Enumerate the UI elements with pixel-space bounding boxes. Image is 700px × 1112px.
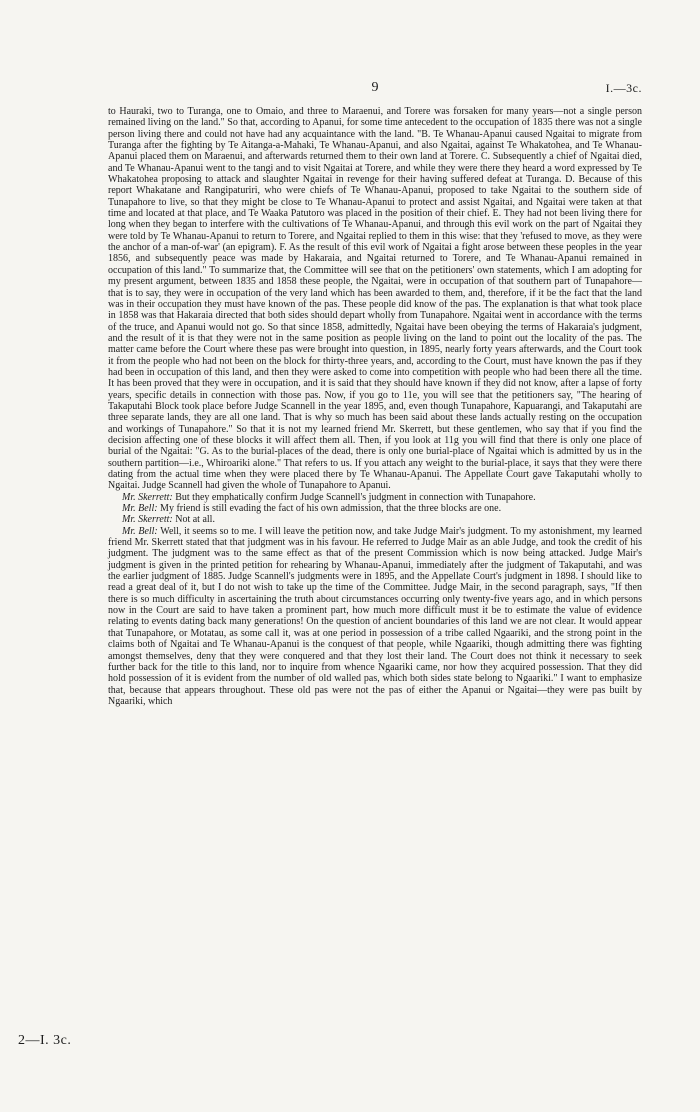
paragraph — [108, 526, 642, 708]
paragraph — [108, 492, 642, 503]
speaker-name: Mr. Bell: — [122, 503, 158, 515]
page-number: 9 — [371, 80, 379, 95]
paragraph — [108, 503, 642, 514]
paragraph-text: But they emphatically confirm Judge Scannell's judgment in connection with Tunapahore. — [172, 491, 536, 503]
paragraph — [108, 106, 642, 492]
page-reference: I.—3c. — [605, 81, 642, 95]
paragraph-text: My friend is still evading the fact of his own admission, that the three blocks are one. — [157, 503, 502, 515]
paragraph-text: to Hauraki, two to Turanga, one to Omaio, and three to Maraenui, and Torere was forsaken for many years—not a single person remained living on the land." So that, according to Apanui, for some time antecedent to the occupation of 1835 there was not a single person living there and could not have had any acquaintance with the land. "B. Te Whanau-Apanui caused Ngaitai to migrate from Turanga after the fighting by Te Aitanga-a-Mahaki, Te Whanau-Apanui, and also Ngaitai, against Te Whakatohea, and Te Whanau-Apanui placed them on Maraenui, and afterwards returned them to their own land at Torere. C. Subsequently a chief of Ngaitai died, and Te Whanau-Apanui went to the tangi and to visit Ngaitai at Torere, and while they were there they heard a word expressed by Te Whakatohea proposing to attack and slaughter Ngaitai in revenge for their having suffered defeat at Turanga. D. Because of this report Whakatane and Rangipaturiri, who were chiefs of Te Whanau-Apanui, proposed to take Ngaitai to the southern side of Tunapahore to live, so that they might be close to Te Whanau-Apanui to protect and assist Ngaitai, and Ngaitai were taken at that time and located at that place, and Te Waaka Patutoro was placed in the position of their chief. E. They had not been living there for long when they began to interfere with the cultivations of Te Whanau-Apanui, and through this evil work on the part of Ngaitai they were told by Te Whanau-Apanui to return to Torere, and Ngaitai replied to them in this wise: that they 'refused to move, as they were the anchor of a man-of-war' (an epigram). F. As the result of this evil work of Ngaitai a fight arose between these peoples in the year 1856, and subsequently peace was made by Hakaraia, and Ngaitai returned to Torere, and Te Whanau-Apanui remained in occupation of this land." To summarize that, the Committee will see that on the petitioners' own statements, which I am adopting for my present argument, between 1835 and 1858 these people, the Ngaitai, were in occupation of that southern part of Tunapahore—that is to say, they were in occupation of the very land which has been awarded to them, and, therefore, if it be the fact that the land was in their occupation they must have known of the pas. These people did know of the pas. The explanation is that what took place in 1858 was that Hakaraia directed that both sides should depart wholly from Tunapahore. Ngaitai went in accordance with the terms of the truce, and Apanui would not go. So that since 1858, admittedly, Ngaitai have been obeying the terms of Hakaraia's judgment, and the result of it is that they were not in the same position as people living on the land to point out the locality of the pas. The matter came before the Court where these pas were brought into question, in 1895, nearly forty years afterwards, and the Court took it from the people who had not been on the block for thirty-three years, and, according to the Court, must have known the pas if they had been in occupation of this land, and then they were asked to come into competition with people who had been there all the time. It has been proved that they were in occupation, and it is said that they should have known if they did not know, after a lapse of forty years, specific details in connection with those pas. Now, if you go to 11e, you will see that the petitioners say, "The hearing of Takaputahi Block took place before Judge Scannell in the year 1895, and, even though Tunapahore, Kapuarangi, and Takaputahi are three separate lands, they are all one land. That is why so much has been said about these lands actually resting on the occupation and workings of Tunapahore." So that it is not my learned friend Mr. Skerrett, but these gentlemen, who say that if you find the decision affecting one of these blocks it will affect them all. Then, if you look at 11g you will find that there is only one place of burial of the Ngaitai: "G. As to the burial-places of the dead, there is only one burial-place of Ngaitai which is admitted by us in the southern partition—i.e., Whiroariki alone." That refers to us. If you attach any weight to the burial-place, it says that they were there dating from the actual time when they were placed there by Te Whanau-Apanui. The Appellate Court gave Takaputahi wholly to Ngaitai. Judge Scannell had given the whole of Tunapahore to Apanui. — [108, 106, 642, 492]
speaker-name: Mr. Skerrett: — [122, 514, 173, 526]
signature-mark: 2—I. 3c. — [18, 1033, 72, 1048]
body-text — [108, 106, 642, 707]
page-header — [108, 78, 642, 98]
paragraph-text: Well, it seems so to me. I will leave the petition now, and take Judge Mair's judgment. To my astonishment, my learned friend Mr. Skerrett stated that that judgment was in his favour. He referred to Judge Mair as an able Judge, and took the credit of his judgment. The judgment was to the same effect as that of the present Commission which is now being attacked. Judge Mair's judgment is given in the printed petition for rehearing by Whanau-Apanui, immediately after the judgment of Takaputahi, and was the earlier judgment of 1885. Judge Scannell's judgments were in 1895, and the Appellate Court's judgment in 1898. I should like to read a great deal of it, but I do not wish to take up the time of the Committee. Judge Mair, in the second paragraph, says, "If then there is so much difficulty in ascertaining the truth about circumstances occurring only twenty-five years ago, and in which persons now in the Court are said to have taken a prominent part, how much more difficult must it be to estimate the value of evidence relating to events dating back many generations! On the question of ancient boundaries of this land we are not clear. It would appear that Tunapahore, or Motatau, as some call it, was at one period in possession of a tribe called Ngaariki, and the strong point in the claims both of Ngaitai and Te Whanau-Apanui is the conquest of that people, while Ngaariki, though admitting there was fighting amongst themselves, deny that they were conquered and that they lost their land. The Court does not think it necessary to seek further back for the title to this land, nor to inquire from whence Ngaariki came, nor how they acquired possession. That they did hold possession of it is evident from the number of old walled pas, which both sides state belong to Ngaariki." I want to emphasize that, because that appears throughout. These old pas were not the pas of either the Apanui or Ngaitai—they were pas built by Ngaariki, which — [108, 525, 643, 707]
speaker-name: Mr. Bell: — [122, 525, 158, 537]
paragraph-text: Not at all. — [172, 514, 215, 526]
paragraph — [108, 514, 642, 525]
speaker-name: Mr. Skerrett: — [122, 491, 173, 503]
